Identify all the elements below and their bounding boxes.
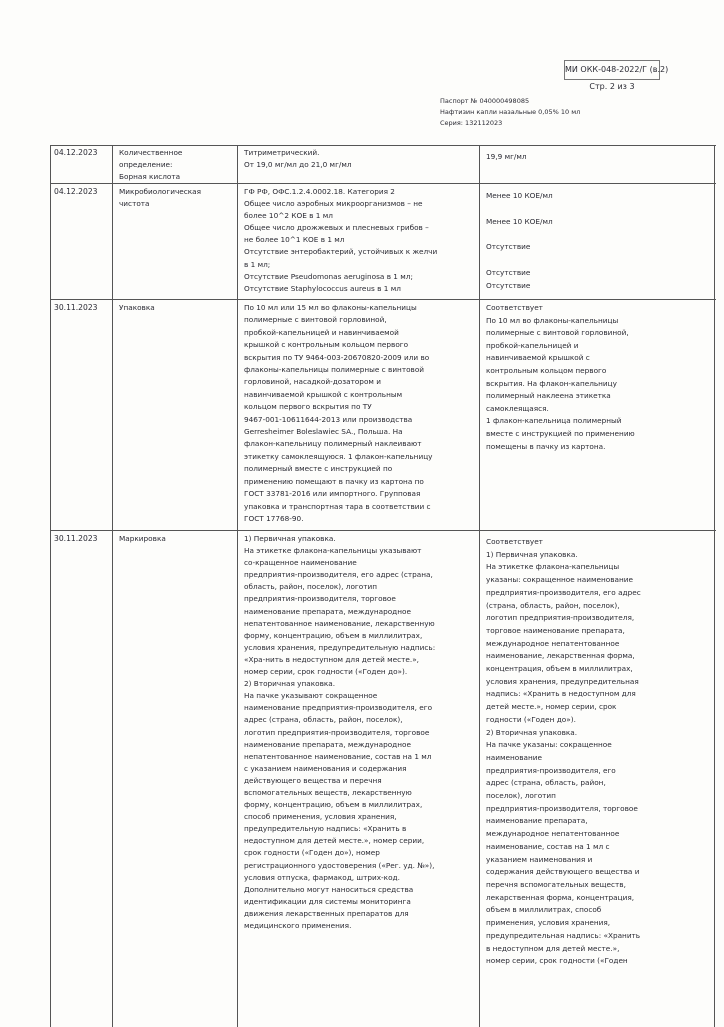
- cell-text-line: вместе с инструкцией по применению: [486, 428, 635, 438]
- cell-text-line: срок годности («Годен до»), номер: [244, 848, 380, 858]
- cell-text-line: По 10 мл или 15 мл во флаконы-капельницы: [244, 303, 417, 312]
- cell-text-line: (страна, область, район, поселок),: [486, 600, 620, 610]
- cell-text-line: поселок), логотип: [486, 791, 556, 801]
- cell-text-line: детей месте.», номер серии, срок: [486, 702, 617, 712]
- cell-text-line: форму, концентрацию, объем в миллилитрах,: [244, 630, 423, 640]
- cell-text-line: предупредительная надпись: «Хранить: [486, 930, 641, 940]
- cell-text-line: контрольным кольцом первого: [486, 365, 607, 375]
- cell-text-line: применения, условия хранения,: [486, 918, 611, 928]
- cell-text-line: международное непатентованное: [486, 638, 620, 648]
- cell-text-line: полимерный наклеена этикетка: [486, 391, 611, 401]
- cell-text-line: флаконы-капельницы полимерные с винтовой: [244, 365, 425, 375]
- batch-number: Серия: 132112023: [440, 119, 503, 127]
- column-divider: [479, 145, 480, 1027]
- cell-text-line: объем в миллилитрах, способ: [486, 905, 602, 915]
- column-divider: [112, 145, 113, 1027]
- cell-text-line: Маркировка: [119, 534, 166, 543]
- cell-text-line: международное непатентованное: [486, 829, 620, 839]
- cell-text-line: чистота: [119, 199, 150, 209]
- cell-text-line: в 1 мл;: [244, 259, 271, 269]
- cell-text-line: в недоступном для детей месте.»,: [486, 943, 620, 953]
- test-results-table: [50, 145, 716, 1027]
- cell-text-line: наименование, состав на 1 мл с: [486, 841, 610, 851]
- row-4-result: [486, 536, 712, 968]
- cell-text-line: с указанием наименования и содержания: [244, 763, 407, 773]
- cell-text-line: пробкой-капельницей и навинчиваемой: [244, 327, 399, 337]
- cell-text-line: Отсутствие: [486, 267, 531, 277]
- cell-text-line: указанием наименования и: [486, 854, 593, 864]
- cell-text-line: полимерные с винтовой горловиной,: [486, 328, 629, 338]
- cell-text-line: вспомогательных веществ, лекарственную: [244, 787, 412, 797]
- row-3-result: [486, 302, 712, 453]
- cell-text-line: 1 флакон-капельница полимерный: [486, 416, 622, 426]
- cell-text-line: навинчиваемой крышкой с контрольным: [244, 389, 403, 399]
- cell-text-line: со-кращенное наименование: [244, 558, 357, 568]
- row-2-requirement: [244, 186, 477, 295]
- cell-text-line: номер серии, срок годности («Годен до»).: [244, 667, 408, 677]
- cell-text-line: полимерный вместе с инструкцией по: [244, 464, 393, 474]
- document-code: МИ ОКК-048-2022/Г (в.2): [565, 65, 669, 74]
- product-name: Нафтизин капли назальные 0,05% 10 мл: [440, 108, 581, 116]
- row-4-test-name: [119, 533, 235, 545]
- cell-text-line: вскрытия. На флакон-капельницу: [486, 378, 617, 388]
- cell-text-line: На этикетке флакона-капельницы: [486, 562, 620, 572]
- cell-text-line: крышкой с контрольным кольцом первого: [244, 340, 409, 350]
- cell-text-line: адрес (страна, область, район,: [486, 778, 606, 788]
- cell-text-line: торговое наименование препарата,: [486, 625, 625, 635]
- cell-text-line: область, район, поселок), логотип: [244, 582, 377, 592]
- cell-text-line: Дополнительно могут наноситься средства: [244, 884, 414, 894]
- cell-text-line: ГОСТ 17768-90.: [244, 513, 304, 523]
- cell-text-line: этикетку самоклеящуюся. 1 флакон-капельницу: [244, 451, 433, 461]
- cell-text-line: флакон-капельницу полимерный наклеивают: [244, 439, 422, 449]
- cell-text-line: лекарственная форма, концентрация,: [486, 892, 635, 902]
- row-2-test-name: [119, 186, 235, 210]
- cell-text-line: непатентованное наименование, состав на 1 мл: [244, 751, 432, 761]
- cell-text-line: 2) Вторичная упаковка.: [486, 727, 578, 737]
- cell-text-line: наименование препарата, международное: [244, 606, 411, 616]
- cell-text-line: указаны: сокращенное наименование: [486, 575, 634, 585]
- cell-text-line: На пачке указаны: сокращенное: [486, 740, 612, 750]
- cell-text-line: [486, 203, 712, 216]
- row-3-date: 30.11.2023: [54, 303, 98, 312]
- cell-text-line: наименование предприятия-производителя, его: [244, 703, 433, 713]
- cell-text-line: Титриметрический.: [244, 148, 320, 157]
- cell-text-line: полимерные с винтовой горловиной,: [244, 315, 387, 325]
- cell-text-line: концентрация, объем в миллилитрах,: [486, 664, 633, 674]
- cell-text-line: идентификации для системы мониторинга: [244, 896, 411, 906]
- cell-text-line: надпись: «Хранить в недоступном для: [486, 689, 636, 699]
- row-2-date: 04.12.2023: [54, 187, 98, 196]
- passport-meta: [440, 96, 580, 129]
- table-border-top: [50, 145, 716, 146]
- cell-text-line: Отсутствие Staphylococcus aureus в 1 мл: [244, 283, 401, 293]
- cell-text-line: вскрытия по ТУ 9464-003-20670820-2009 или во: [244, 352, 430, 362]
- cell-text-line: «Хра-нить в недоступном для детей месте.»,: [244, 654, 419, 664]
- cell-text-line: навинчиваемой крышкой с: [486, 353, 590, 363]
- cell-text-line: адрес (страна, область, район, поселок),: [244, 715, 403, 725]
- cell-text-line: предприятия-производителя, его: [486, 765, 616, 775]
- cell-text-line: Общее число аэробных микроорганизмов – не: [244, 199, 423, 209]
- row-divider: [50, 530, 716, 531]
- cell-text-line: движения лекарственных препаратов для: [244, 908, 409, 918]
- cell-text-line: более 10^2 КОЕ в 1 мл: [244, 211, 333, 221]
- cell-text-line: не более 10^1 КОЕ в 1 мл: [244, 235, 345, 245]
- cell-text-line: предприятия-производителя, его адрес: [486, 587, 641, 597]
- cell-text-line: способ применения, условия хранения,: [244, 812, 397, 822]
- cell-text-line: перечня вспомогательных веществ,: [486, 879, 626, 889]
- cell-text-line: номер серии, срок годности («Годен: [486, 956, 628, 966]
- cell-text-line: Общее число дрожжевых и плесневых грибов –: [244, 223, 429, 233]
- document-code-box: [564, 60, 669, 80]
- row-1-result: [486, 151, 712, 163]
- passport-number: Паспорт № 040000498085: [440, 97, 530, 105]
- cell-text-line: [486, 254, 712, 267]
- cell-text-line: ГФ РФ, ОФС.1.2.4.0002.18. Категория 2: [244, 187, 395, 196]
- row-3-requirement: [244, 302, 477, 525]
- cell-text-line: 1) Первичная упаковка.: [486, 549, 578, 559]
- cell-text-line: 1) Первичная упаковка.: [244, 534, 336, 543]
- cell-text-line: Gerresheimer Boleslawiec SA., Польша. На: [244, 427, 403, 437]
- cell-text-line: На пачке указывают сокращенное: [244, 691, 378, 701]
- row-1-date: 04.12.2023: [54, 148, 98, 157]
- cell-text-line: логотип предприятия-производителя, торговое: [244, 727, 430, 737]
- cell-text-line: По 10 мл во флаконы-капельницы: [486, 315, 619, 325]
- cell-text-line: Соответствует: [486, 303, 543, 312]
- cell-text-line: предупредительную надпись: «Хранить в: [244, 824, 407, 834]
- cell-text-line: упаковка и транспортная тара в соответствии с: [244, 501, 431, 511]
- cell-text-line: На этикетке флакона-капельницы указывают: [244, 546, 422, 556]
- cell-text-line: условия хранения, предупредительную надпись:: [244, 642, 436, 652]
- row-1-test-name: [119, 147, 235, 183]
- cell-text-line: Микробиологическая: [119, 187, 202, 196]
- cell-text-line: предприятия-производителя, его адрес (страна,: [244, 570, 433, 580]
- cell-text-line: 19,9 мг/мл: [486, 152, 527, 161]
- cell-text-line: медицинского применения.: [244, 921, 352, 930]
- cell-text-line: содержания действующего вещества и: [486, 867, 640, 877]
- row-4-date: 30.11.2023: [54, 534, 98, 543]
- cell-text-line: регистрационного удостоверения («Рег. уд. №»),: [244, 860, 435, 870]
- cell-text-line: Менее 10 КОЕ/мл: [486, 191, 553, 200]
- cell-text-line: наименование препарата, международное: [244, 739, 411, 749]
- page-number: Стр. 2 из 3: [589, 82, 635, 91]
- cell-text-line: Соответствует: [486, 537, 543, 546]
- row-1-requirement: [244, 147, 477, 171]
- cell-text-line: Отсутствие Pseudomonas aeruginosa в 1 мл;: [244, 271, 413, 281]
- cell-text-line: Отсутствие энтеробактерий, устойчивых к желчи: [244, 247, 438, 257]
- cell-text-line: ГОСТ 33781-2016 или импортного. Групповая: [244, 489, 421, 499]
- cell-text-line: 9467-001-10611644-2013 или производства: [244, 414, 413, 424]
- cell-text-line: логотип предприятия-производителя,: [486, 613, 635, 623]
- cell-text-line: [486, 228, 712, 241]
- cell-text-line: непатентованное наименование, лекарственную: [244, 618, 435, 628]
- cell-text-line: применению помещают в пачку из картона по: [244, 476, 424, 486]
- cell-text-line: определение:: [119, 160, 173, 170]
- row-divider: [50, 299, 716, 300]
- cell-text-line: кольцом первого вскрытия по ТУ: [244, 402, 372, 412]
- cell-text-line: самоклеящаяся.: [486, 403, 549, 413]
- row-3-test-name: [119, 302, 235, 314]
- cell-text-line: наименование препарата,: [486, 816, 588, 826]
- cell-text-line: Упаковка: [119, 303, 155, 312]
- cell-text-line: наименование, лекарственная форма,: [486, 651, 635, 661]
- cell-text-line: пробкой-капельницей и: [486, 340, 579, 350]
- row-2-result: [486, 190, 712, 292]
- cell-text-line: горловиной, насадкой-дозатором и: [244, 377, 381, 387]
- cell-text-line: помещены в пачку из картона.: [486, 441, 606, 451]
- cell-text-line: Менее 10 КОЕ/мл: [486, 216, 553, 226]
- cell-text-line: Отсутствие: [486, 280, 531, 290]
- cell-text-line: предприятия-производителя, торговое: [486, 803, 638, 813]
- cell-text-line: наименование: [486, 752, 542, 762]
- cell-text-line: недоступном для детей месте.», номер серии,: [244, 836, 425, 846]
- cell-text-line: форму, концентрацию, объем в миллилитрах,: [244, 800, 423, 810]
- cell-text-line: Отсутствие: [486, 242, 531, 252]
- cell-text-line: От 19,0 мг/мл до 21,0 мг/мл: [244, 160, 352, 170]
- table-border-right: [714, 145, 715, 1027]
- cell-text-line: условия отпуска, фармакод, штрих-код.: [244, 872, 400, 882]
- cell-text-line: Борная кислота: [119, 172, 181, 182]
- table-border-left: [50, 145, 51, 1027]
- row-4-requirement: [244, 533, 477, 932]
- cell-text-line: предприятия-производителя, торговое: [244, 594, 396, 604]
- cell-text-line: Количественное: [119, 148, 183, 157]
- cell-text-line: условия хранения, предупредительная: [486, 676, 639, 686]
- column-divider: [237, 145, 238, 1027]
- cell-text-line: 2) Вторичная упаковка.: [244, 679, 336, 689]
- cell-text-line: действующего вещества и перечня: [244, 775, 382, 785]
- cell-text-line: годности («Годен до»).: [486, 714, 576, 724]
